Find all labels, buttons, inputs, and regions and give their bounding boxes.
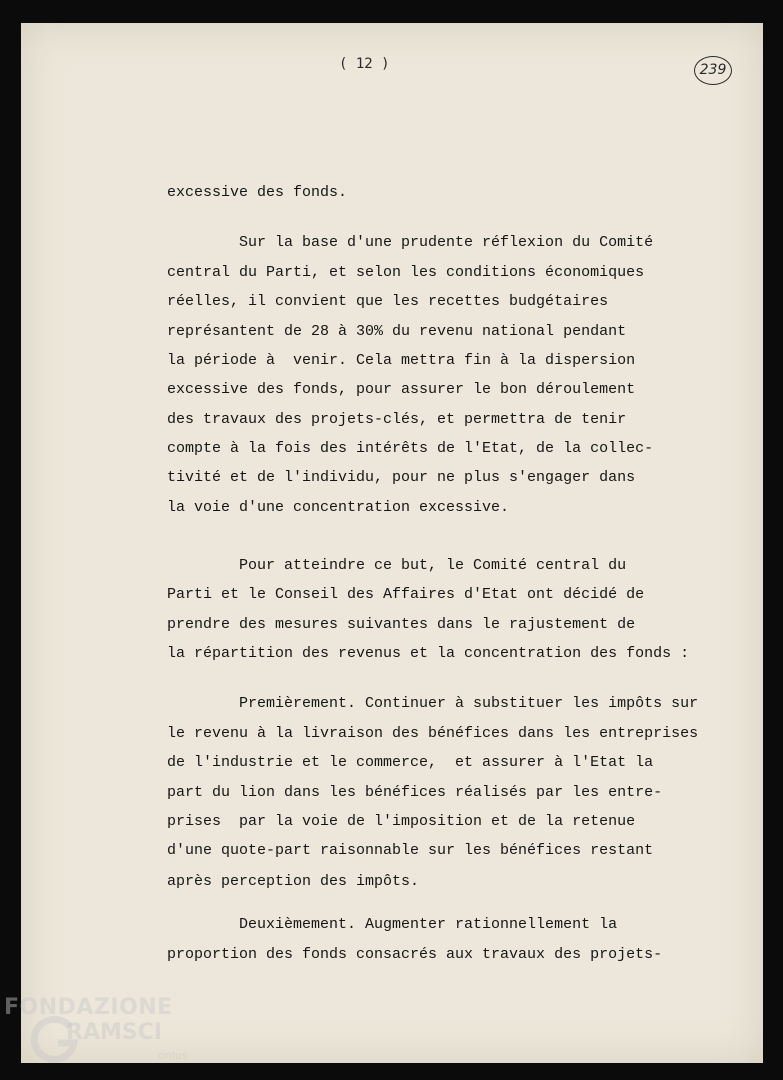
fondazione-gramsci-watermark xyxy=(4,995,204,1075)
text-line: tivité et de l'individu, pour ne plus s'engager dans xyxy=(167,469,636,486)
text-line: Premièrement. Continuer à substituer les impôts sur xyxy=(167,695,699,712)
text-line: de l'industrie et le commerce, et assurer à l'Etat la xyxy=(167,754,654,771)
text-line: le revenu à la livraison des bénéfices dans les entreprises xyxy=(167,725,699,742)
text-line: central du Parti, et selon les conditions économiques xyxy=(167,264,645,281)
text-line: compte à la fois des intérêts de l'Etat, de la collec- xyxy=(167,440,654,457)
text-line: prises par la voie de l'imposition et de la retenue xyxy=(167,813,636,830)
text-line: des travaux des projets-clés, et permettra de tenir xyxy=(167,411,627,428)
text-line: Deuxièmement. Augmenter rationnellement la xyxy=(167,916,618,933)
archive-number-circled: 239 xyxy=(694,56,732,85)
text-line: Sur la base d'une prudente réflexion du Comité xyxy=(167,234,654,251)
watermark-line-2: RAMSCI xyxy=(66,1020,163,1045)
text-line: réelles, il convient que les recettes budgétaires xyxy=(167,293,609,310)
text-line: d'une quote-part raisonnable sur les bénéfices restant xyxy=(167,842,654,859)
text-line: prendre des mesures suivantes dans le rajustement de xyxy=(167,616,636,633)
document-page xyxy=(21,23,763,1063)
text-line: Parti et le Conseil des Affaires d'Etat ont décidé de xyxy=(167,586,645,603)
text-line: proportion des fonds consacrés aux travaux des projets- xyxy=(167,946,663,963)
text-line: la voie d'une concentration excessive. xyxy=(167,499,510,516)
text-line: part du lion dans les bénéfices réalisés par les entre- xyxy=(167,784,663,801)
text-line: la répartition des revenus et la concentration des fonds : xyxy=(167,645,690,662)
watermark-suffix: onlus xyxy=(158,1049,188,1062)
text-line: excessive des fonds. xyxy=(167,184,348,201)
text-line: excessive des fonds, pour assurer le bon déroulement xyxy=(167,381,636,398)
text-line: la période à venir. Cela mettra fin à la dispersion xyxy=(167,352,636,369)
text-line: après perception des impôts. xyxy=(167,873,420,890)
text-line: Pour atteindre ce but, le Comité central du xyxy=(167,557,627,574)
watermark-line-1: FONDAZIONE xyxy=(4,995,173,1020)
text-line: représantent de 28 à 30% du revenu national pendant xyxy=(167,323,627,340)
page-number: ( 12 ) xyxy=(339,56,390,72)
